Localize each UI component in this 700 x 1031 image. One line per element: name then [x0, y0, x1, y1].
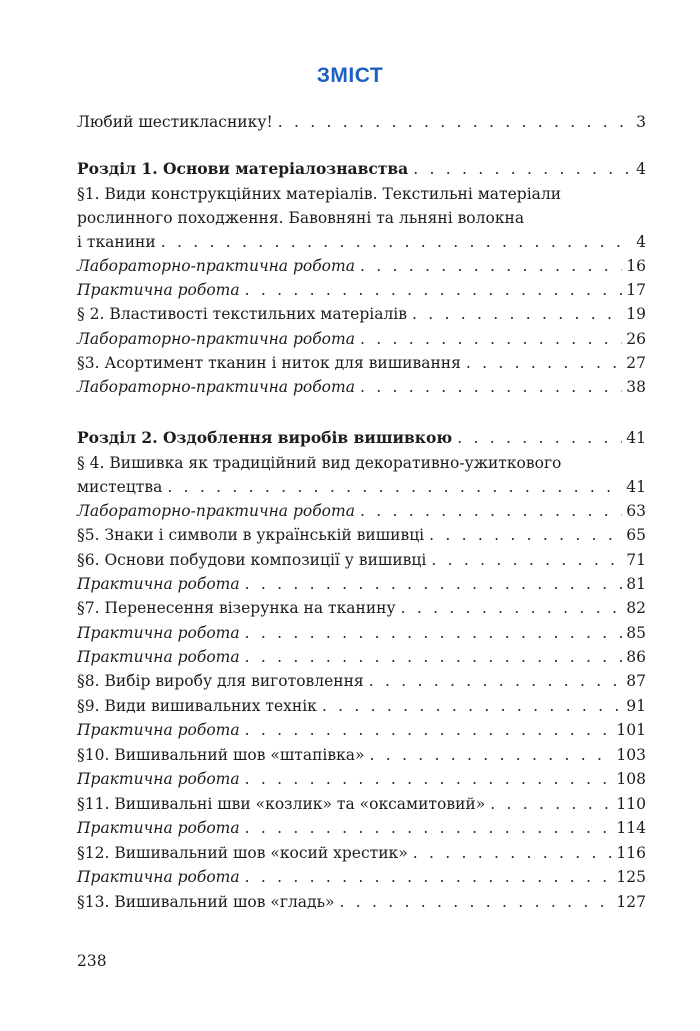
dot-leader	[360, 499, 622, 523]
dot-leader	[245, 816, 613, 840]
toc-entry-title: Лабораторно-практична робота	[77, 502, 355, 520]
toc-entry[interactable]	[77, 278, 646, 302]
dot-leader	[245, 278, 623, 302]
dot-leader	[161, 230, 632, 254]
toc-entry[interactable]	[77, 499, 646, 523]
toc-page-number: 19	[626, 305, 646, 323]
dot-leader	[360, 254, 622, 278]
toc-page-number: 87	[626, 672, 646, 690]
toc-page-number: 4	[636, 160, 646, 178]
toc-entry-title: Любий шестикласнику!	[77, 113, 273, 131]
toc-page-number: 91	[626, 697, 646, 715]
toc-page-number: 82	[626, 599, 646, 617]
dot-leader	[245, 767, 613, 791]
dot-leader	[322, 694, 622, 718]
toc-entry[interactable]	[77, 572, 646, 596]
toc-entry-title: § 4. Вишивка як традиційний вид декоративно-ужиткового	[77, 454, 562, 472]
toc-entry-title: мистецтва	[77, 478, 163, 496]
toc-page-number: 103	[616, 746, 646, 764]
toc-page-number: 17	[626, 281, 646, 299]
dot-leader	[340, 890, 613, 914]
toc-page-number: 65	[626, 526, 646, 544]
toc-page-number: 16	[626, 257, 646, 275]
toc-entry[interactable]	[77, 451, 646, 499]
toc-entry-title: §1. Види конструкційних матеріалів. Текстильні матеріали	[77, 185, 562, 203]
toc-entry[interactable]	[77, 182, 646, 254]
toc-entry[interactable]	[77, 110, 646, 134]
toc-page-number: 41	[626, 429, 646, 447]
dot-leader	[413, 841, 613, 865]
toc-entry-title: §8. Вибір виробу для виготовлення	[77, 672, 364, 690]
toc-entry-title: §3. Асортимент тканин і ниток для вишивання	[77, 354, 461, 372]
toc-page-number: 3	[636, 113, 646, 131]
page-number: 238	[77, 952, 107, 970]
toc-entry[interactable]	[77, 157, 646, 181]
toc-page-number: 71	[626, 551, 646, 569]
dot-leader	[401, 596, 623, 620]
toc-entry-title: §13. Вишивальний шов «гладь»	[77, 893, 335, 911]
toc-page-number: 4	[636, 233, 646, 251]
toc-entry-title: Практична робота	[77, 575, 240, 593]
toc-entry[interactable]	[77, 596, 646, 620]
toc-entry-title: Практична робота	[77, 281, 240, 299]
dot-leader	[245, 572, 623, 596]
dot-leader	[245, 865, 613, 889]
dot-leader	[370, 743, 613, 767]
toc-page-number: 108	[616, 770, 646, 788]
dot-leader	[490, 792, 612, 816]
toc-page-number: 114	[616, 819, 646, 837]
toc-entry-title: і тканини	[77, 233, 156, 251]
toc-entry[interactable]	[77, 645, 646, 669]
toc-page-number: 81	[626, 575, 646, 593]
dot-leader	[413, 157, 632, 181]
toc-entry[interactable]	[77, 890, 646, 914]
toc-entry-title: §5. Знаки і символи в українській вишивці	[77, 526, 425, 544]
toc-entry-title: Лабораторно-практична робота	[77, 330, 355, 348]
toc-entry-title: §6. Основи побудови композиції у вишивці	[77, 551, 427, 569]
dot-leader	[278, 110, 632, 134]
toc-entry[interactable]	[77, 841, 646, 865]
toc-entry[interactable]	[77, 426, 646, 450]
dot-leader	[412, 302, 622, 326]
toc-entry[interactable]	[77, 718, 646, 742]
toc-entry-title: §9. Види вишивальних технік	[77, 697, 317, 715]
dot-leader	[466, 351, 622, 375]
toc-page-number: 38	[626, 378, 646, 396]
toc-entry[interactable]	[77, 767, 646, 791]
dot-leader	[245, 718, 613, 742]
toc-entry[interactable]	[77, 743, 646, 767]
toc-entry[interactable]	[77, 302, 646, 326]
toc-page-number: 85	[626, 624, 646, 642]
toc-entry-title: Розділ 2. Оздоблення виробів вишивкою	[77, 428, 453, 447]
toc-entry[interactable]	[77, 792, 646, 816]
toc-page-number: 116	[616, 844, 646, 862]
dot-leader	[360, 375, 622, 399]
toc-entry[interactable]	[77, 669, 646, 693]
toc-page-number: 110	[616, 795, 646, 813]
dot-leader	[245, 621, 623, 645]
toc-entry[interactable]	[77, 865, 646, 889]
page-title: ЗМІСТ	[316, 64, 384, 87]
toc-entry-title: Практична робота	[77, 819, 240, 837]
toc-entry[interactable]	[77, 548, 646, 572]
toc-entry[interactable]	[77, 254, 646, 278]
dot-leader	[369, 669, 623, 693]
toc-entry-title: §11. Вишивальні шви «козлик» та «оксамитовий»	[77, 795, 486, 813]
toc-entry[interactable]	[77, 816, 646, 840]
toc-page-number: 41	[626, 478, 646, 496]
toc-entry[interactable]	[77, 523, 646, 547]
dot-leader	[167, 475, 622, 499]
toc-entry-title: § 2. Властивості текстильних матеріалів	[77, 305, 407, 323]
toc-entry-title: Практична робота	[77, 868, 240, 886]
toc-page-number: 27	[626, 354, 646, 372]
dot-leader	[431, 548, 622, 572]
toc-entry-title: Практична робота	[77, 624, 240, 642]
toc-entry-title: §10. Вишивальний шов «штапівка»	[77, 746, 365, 764]
toc-page-number: 86	[626, 648, 646, 666]
toc-entry-title: рослинного походження. Бавовняні та льняні волокна	[77, 209, 525, 227]
dot-leader	[245, 645, 623, 669]
toc-entry-title: Практична робота	[77, 770, 240, 788]
toc-entry-title: Лабораторно-практична робота	[77, 257, 355, 275]
toc-page-number: 125	[616, 868, 646, 886]
toc-entry[interactable]	[77, 351, 646, 375]
toc-entry-title: Практична робота	[77, 721, 240, 739]
toc-entry-title: Практична робота	[77, 648, 240, 666]
toc-entry[interactable]	[77, 327, 646, 351]
dot-leader	[429, 523, 622, 547]
toc-page-number: 26	[626, 330, 646, 348]
toc-entry[interactable]	[77, 375, 646, 399]
toc-entry-title: Лабораторно-практична робота	[77, 378, 355, 396]
toc-entry[interactable]	[77, 694, 646, 718]
toc-entry-title: Розділ 1. Основи матеріалознавства	[77, 159, 409, 178]
dot-leader	[457, 426, 622, 450]
toc-page-number: 63	[626, 502, 646, 520]
dot-leader	[360, 327, 622, 351]
toc-entry[interactable]	[77, 621, 646, 645]
toc-entry-title: §12. Вишивальний шов «косий хрестик»	[77, 844, 408, 862]
toc-entry-title: §7. Перенесення візерунка на тканину	[77, 599, 396, 617]
toc-page-number: 101	[616, 721, 646, 739]
toc-page-number: 127	[616, 893, 646, 911]
